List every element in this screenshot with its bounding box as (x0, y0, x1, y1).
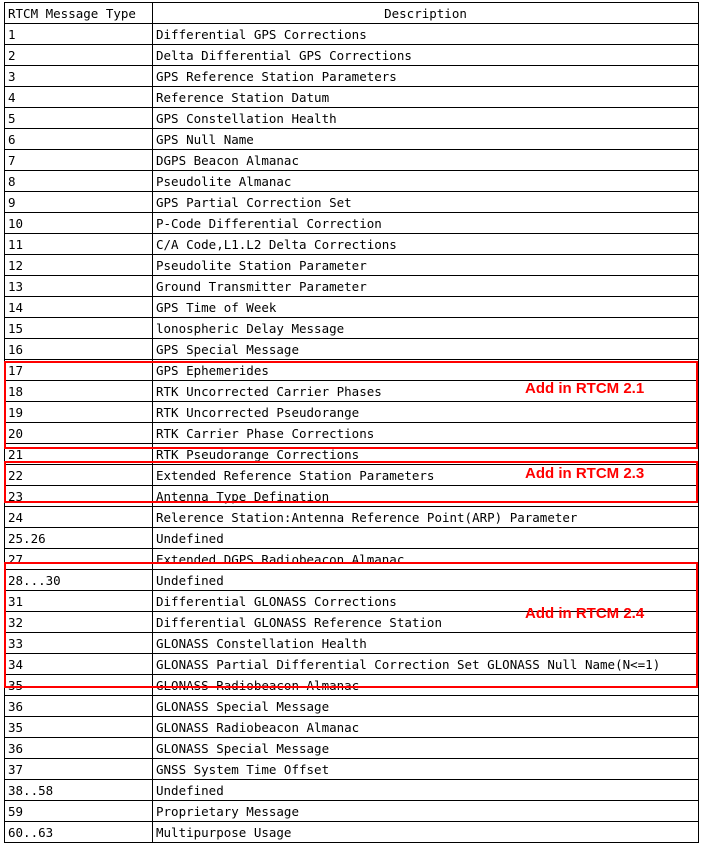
table-row (5, 171, 699, 192)
table-header-row (5, 3, 699, 24)
column-header-message-type: RTCM Message Type (5, 3, 153, 24)
table-row (5, 129, 699, 150)
table-row (5, 276, 699, 297)
cell-message-type: 28...30 (5, 570, 153, 591)
cell-description: GPS Constellation Health (153, 108, 699, 129)
cell-description: RTK Uncorrected Carrier Phases (153, 381, 699, 402)
cell-description: Pseudolite Station Parameter (153, 255, 699, 276)
cell-message-type: 7 (5, 150, 153, 171)
cell-message-type: 21 (5, 444, 153, 465)
table-row (5, 801, 699, 822)
cell-description: P-Code Differential Correction (153, 213, 699, 234)
cell-description: Multipurpose Usage (153, 822, 699, 843)
table-row (5, 507, 699, 528)
cell-description: GPS Special Message (153, 339, 699, 360)
cell-description: GPS Ephemerides (153, 360, 699, 381)
table-row (5, 780, 699, 801)
cell-message-type: 37 (5, 759, 153, 780)
cell-description: GPS Null Name (153, 129, 699, 150)
table-row (5, 213, 699, 234)
cell-message-type: 38..58 (5, 780, 153, 801)
cell-message-type: 1 (5, 24, 153, 45)
cell-description: Extended Reference Station Parameters (153, 465, 699, 486)
cell-message-type: 25.26 (5, 528, 153, 549)
cell-message-type: 12 (5, 255, 153, 276)
cell-message-type: 14 (5, 297, 153, 318)
table-row (5, 717, 699, 738)
cell-description: Relerence Station:Antenna Reference Point(ARP) Parameter (153, 507, 699, 528)
table-row (5, 822, 699, 843)
cell-description: GPS Partial Correction Set (153, 192, 699, 213)
cell-message-type: 59 (5, 801, 153, 822)
table-row (5, 654, 699, 675)
annotation-label-rtcm-2-1: Add in RTCM 2.1 (525, 380, 645, 397)
annotation-label-rtcm-2-3: Add in RTCM 2.3 (525, 465, 645, 482)
cell-message-type: 22 (5, 465, 153, 486)
table-row (5, 255, 699, 276)
cell-description: RTK Pseudorange Corrections (153, 444, 699, 465)
cell-description: GPS Time of Week (153, 297, 699, 318)
cell-message-type: 10 (5, 213, 153, 234)
table-row (5, 45, 699, 66)
cell-message-type: 8 (5, 171, 153, 192)
table-row (5, 339, 699, 360)
table-row (5, 297, 699, 318)
table-row (5, 66, 699, 87)
annotation-label-rtcm-2-4: Add in RTCM 2.4 (525, 605, 645, 622)
cell-description: DGPS Beacon Almanac (153, 150, 699, 171)
cell-message-type: 33 (5, 633, 153, 654)
cell-message-type: 31 (5, 591, 153, 612)
cell-description: Antenna Type Defination (153, 486, 699, 507)
cell-description: Pseudolite Almanac (153, 171, 699, 192)
cell-description: Undefined (153, 780, 699, 801)
cell-message-type: 23 (5, 486, 153, 507)
table-row (5, 675, 699, 696)
rtcm-message-type-table-container (4, 2, 698, 843)
cell-message-type: 18 (5, 381, 153, 402)
cell-description: GLONASS Radiobeacon Almanac (153, 675, 699, 696)
cell-message-type: 9 (5, 192, 153, 213)
cell-message-type: 5 (5, 108, 153, 129)
cell-message-type: 19 (5, 402, 153, 423)
cell-description: GLONASS Special Message (153, 738, 699, 759)
cell-description: Extended DGPS Radiobeacon Almanac (153, 549, 699, 570)
table-row (5, 486, 699, 507)
cell-message-type: 24 (5, 507, 153, 528)
cell-message-type: 20 (5, 423, 153, 444)
table-row (5, 633, 699, 654)
column-header-description: Description (153, 3, 699, 24)
cell-description: RTK Carrier Phase Corrections (153, 423, 699, 444)
table-row (5, 570, 699, 591)
cell-description: Differential GLONASS Corrections (153, 591, 699, 612)
table-row (5, 360, 699, 381)
cell-description: Undefined (153, 528, 699, 549)
cell-description: RTK Uncorrected Pseudorange (153, 402, 699, 423)
table-row (5, 87, 699, 108)
cell-message-type: 36 (5, 738, 153, 759)
cell-message-type: 35 (5, 675, 153, 696)
cell-message-type: 27 (5, 549, 153, 570)
table-row (5, 549, 699, 570)
cell-message-type: 32 (5, 612, 153, 633)
cell-message-type: 2 (5, 45, 153, 66)
cell-description: Delta Differential GPS Corrections (153, 45, 699, 66)
table-row (5, 402, 699, 423)
cell-description: Differential GLONASS Reference Station (153, 612, 699, 633)
table-row (5, 150, 699, 171)
table-row (5, 696, 699, 717)
cell-message-type: 16 (5, 339, 153, 360)
table-row (5, 759, 699, 780)
table-row (5, 528, 699, 549)
cell-message-type: 15 (5, 318, 153, 339)
cell-description: lonospheric Delay Message (153, 318, 699, 339)
cell-description: Reference Station Datum (153, 87, 699, 108)
cell-message-type: 60..63 (5, 822, 153, 843)
table-body (5, 24, 699, 843)
table-row (5, 423, 699, 444)
table-row (5, 318, 699, 339)
cell-description: GNSS System Time Offset (153, 759, 699, 780)
table-row (5, 738, 699, 759)
cell-message-type: 3 (5, 66, 153, 87)
table-row (5, 234, 699, 255)
cell-description: GLONASS Partial Differential Correction Set GLONASS Null Name(N<=1) (153, 654, 699, 675)
cell-message-type: 6 (5, 129, 153, 150)
cell-description: Proprietary Message (153, 801, 699, 822)
cell-message-type: 36 (5, 696, 153, 717)
cell-message-type: 11 (5, 234, 153, 255)
cell-message-type: 35 (5, 717, 153, 738)
cell-message-type: 4 (5, 87, 153, 108)
cell-description: GPS Reference Station Parameters (153, 66, 699, 87)
table-row (5, 444, 699, 465)
cell-description: Differential GPS Corrections (153, 24, 699, 45)
cell-description: C/A Code,L1.L2 Delta Corrections (153, 234, 699, 255)
cell-message-type: 34 (5, 654, 153, 675)
cell-description: Ground Transmitter Parameter (153, 276, 699, 297)
cell-description: GLONASS Radiobeacon Almanac (153, 717, 699, 738)
cell-description: GLONASS Constellation Health (153, 633, 699, 654)
cell-description: GLONASS Special Message (153, 696, 699, 717)
rtcm-message-type-table (4, 2, 699, 843)
cell-message-type: 17 (5, 360, 153, 381)
cell-description: Undefined (153, 570, 699, 591)
table-row (5, 24, 699, 45)
table-row (5, 108, 699, 129)
cell-message-type: 13 (5, 276, 153, 297)
table-row (5, 192, 699, 213)
